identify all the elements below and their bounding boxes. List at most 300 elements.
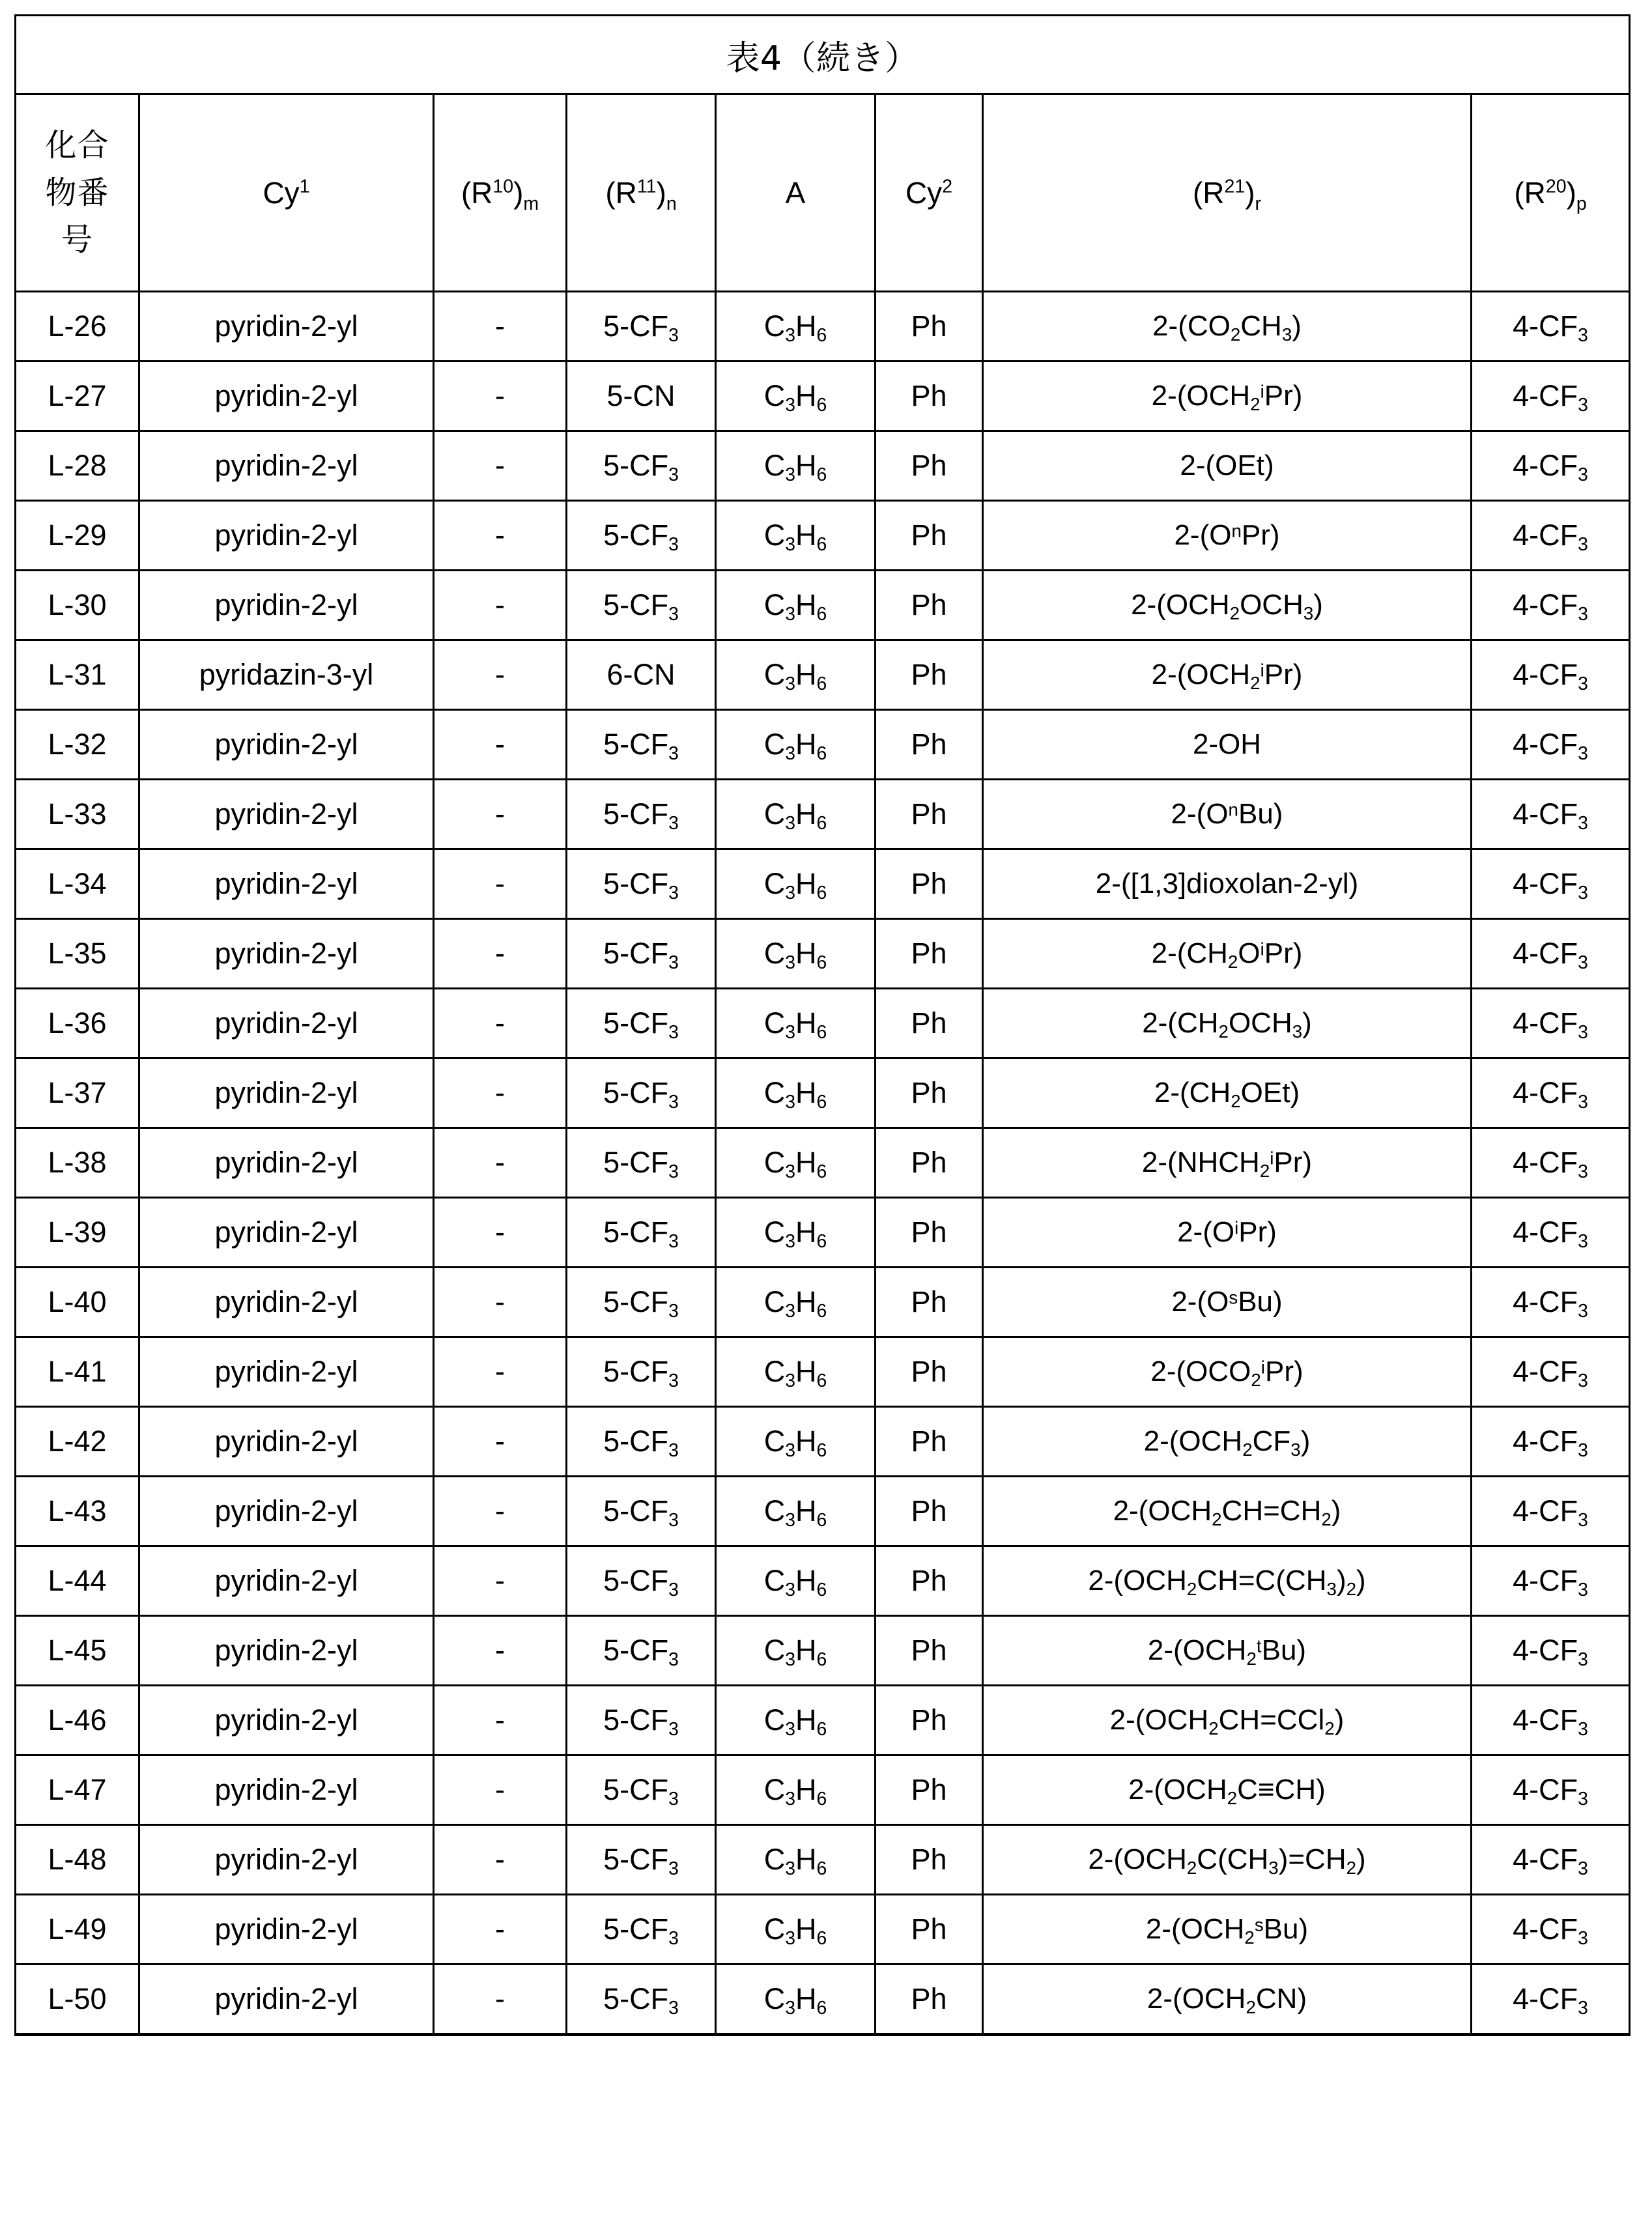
- cell-value-r10: -: [495, 379, 505, 412]
- cell-value-r11: $5-CF_3$: [603, 588, 679, 625]
- cell-cy2: [876, 571, 983, 640]
- cell-r21: [983, 1616, 1472, 1686]
- cell-value-r21: $2-(OCH_2C\equiv CH)$: [1128, 1774, 1326, 1808]
- cell-r21: [983, 292, 1472, 362]
- table-row: [16, 1616, 1630, 1686]
- cell-r21: [983, 989, 1472, 1058]
- cell-cy2: [876, 1755, 983, 1825]
- cell-r10: [434, 1407, 567, 1477]
- cell-cy1: [139, 1407, 434, 1477]
- cell-no: [16, 640, 139, 710]
- cell-cy1: [139, 1337, 434, 1407]
- cell-cy2: [876, 710, 983, 780]
- cell-r21: [983, 1895, 1472, 1965]
- cell-r21: [983, 431, 1472, 501]
- column-header-line: 物番: [45, 174, 109, 211]
- cell-value-no: L-42: [48, 1425, 107, 1458]
- cell-value-no: L-30: [48, 588, 107, 621]
- cell-value-r20: $4-CF_3$: [1513, 1215, 1588, 1252]
- cell-value-r10: -: [495, 588, 505, 621]
- cell-value-r20: $4-CF_3$: [1513, 1564, 1588, 1600]
- cell-r10: [434, 362, 567, 431]
- table-row: [16, 640, 1630, 710]
- column-header-label-a: A: [785, 176, 806, 210]
- cell-cy1: [139, 362, 434, 431]
- cell-value-r20: $4-CF_3$: [1513, 867, 1588, 903]
- cell-r11: [567, 1268, 716, 1337]
- cell-value-r11: $5-CF_3$: [603, 1355, 679, 1391]
- cell-value-cy2: Ph: [911, 1634, 947, 1667]
- cell-r11: [567, 1477, 716, 1546]
- cell-a: [716, 640, 876, 710]
- cell-cy2: [876, 362, 983, 431]
- cell-value-a: $C_3H_6$: [763, 1634, 827, 1670]
- cell-value-r11: $5-CF_3$: [603, 449, 679, 485]
- cell-a: [716, 571, 876, 640]
- cell-value-r20: $4-CF_3$: [1513, 1773, 1588, 1809]
- column-header-no: [16, 94, 139, 292]
- column-header-cy2: [876, 94, 983, 292]
- cell-value-r20: $4-CF_3$: [1513, 728, 1588, 764]
- cell-value-r21: $2-(CH_2OCH_3)$: [1142, 1007, 1312, 1042]
- cell-no: [16, 1616, 139, 1686]
- cell-a: [716, 1407, 876, 1477]
- cell-value-cy2: Ph: [911, 449, 947, 482]
- cell-value-r20: $4-CF_3$: [1513, 518, 1588, 555]
- cell-value-r11: $5-CF_3$: [603, 1215, 679, 1252]
- cell-value-r20: $4-CF_3$: [1513, 1634, 1588, 1670]
- cell-value-r20: $4-CF_3$: [1513, 1494, 1588, 1531]
- cell-cy2: [876, 1268, 983, 1337]
- table-body: [16, 16, 1630, 2035]
- cell-r20: [1472, 710, 1630, 780]
- cell-r21: [983, 362, 1472, 431]
- cell-value-cy1: pyridin-2-yl: [214, 728, 358, 761]
- cell-r20: [1472, 1546, 1630, 1616]
- cell-value-r10: -: [495, 1215, 505, 1249]
- cell-value-cy2: Ph: [911, 379, 947, 412]
- cell-cy1: [139, 1895, 434, 1965]
- cell-value-cy2: Ph: [911, 937, 947, 970]
- cell-cy1: [139, 780, 434, 849]
- cell-no: [16, 849, 139, 919]
- column-header-cy1: [139, 94, 434, 292]
- cell-value-r11: $5-CF_3$: [603, 1285, 679, 1322]
- cell-cy1: [139, 849, 434, 919]
- cell-value-r11: $5-CF_3$: [603, 309, 679, 346]
- cell-r11: [567, 1686, 716, 1755]
- cell-cy2: [876, 640, 983, 710]
- cell-r20: [1472, 1407, 1630, 1477]
- cell-r10: [434, 919, 567, 989]
- cell-r20: [1472, 431, 1630, 501]
- cell-cy2: [876, 1128, 983, 1198]
- cell-value-cy2: Ph: [911, 1912, 947, 1946]
- cell-value-r11: $5-CF_3$: [603, 1564, 679, 1600]
- cell-value-no: L-32: [48, 728, 107, 761]
- cell-value-r21: $2-(OCH_2OCH_3)$: [1131, 589, 1323, 623]
- cell-value-r10: -: [495, 1494, 505, 1527]
- cell-value-r21: $2-(O^nBu)$: [1171, 798, 1283, 830]
- cell-r11: [567, 571, 716, 640]
- cell-value-no: L-34: [48, 867, 107, 900]
- cell-value-cy2: Ph: [911, 1146, 947, 1179]
- cell-value-r21: $2-(O^sBu)$: [1171, 1286, 1283, 1318]
- cell-value-no: L-44: [48, 1564, 107, 1597]
- table-header-row: [16, 94, 1630, 292]
- cell-value-r20: $4-CF_3$: [1513, 588, 1588, 625]
- cell-r10: [434, 292, 567, 362]
- column-header-label-r10: $(R^{10})_m$: [461, 176, 539, 215]
- cell-value-r11: $5-CF_3$: [603, 1494, 679, 1531]
- cell-value-r11: $5-CF_3$: [603, 867, 679, 903]
- cell-cy2: [876, 1546, 983, 1616]
- cell-value-cy2: Ph: [911, 1564, 947, 1597]
- cell-no: [16, 571, 139, 640]
- cell-r11: [567, 1755, 716, 1825]
- cell-value-r21: $2-(CH_2O^iPr)$: [1151, 937, 1303, 972]
- cell-r10: [434, 1268, 567, 1337]
- cell-value-r21: $2-(OCH_2CH=CCl_2)$: [1109, 1704, 1345, 1738]
- cell-value-r10: -: [495, 1843, 505, 1876]
- cell-r10: [434, 780, 567, 849]
- cell-r10: [434, 571, 567, 640]
- cell-r10: [434, 1895, 567, 1965]
- cell-value-no: L-49: [48, 1912, 107, 1946]
- cell-value-cy2: Ph: [911, 588, 947, 621]
- cell-value-cy2: Ph: [911, 867, 947, 900]
- column-header-r10: [434, 94, 567, 292]
- cell-a: [716, 1686, 876, 1755]
- cell-value-cy1: pyridin-2-yl: [214, 1215, 358, 1249]
- cell-r10: [434, 1477, 567, 1546]
- cell-r21: [983, 1128, 1472, 1198]
- cell-value-a: $C_3H_6$: [763, 1146, 827, 1182]
- cell-value-cy1: pyridin-2-yl: [214, 1285, 358, 1318]
- cell-r21: [983, 1198, 1472, 1268]
- cell-value-r21: $2-(OCH_2CH=CH_2)$: [1113, 1495, 1341, 1529]
- table-row: [16, 710, 1630, 780]
- cell-r21: [983, 1058, 1472, 1128]
- cell-r11: [567, 431, 716, 501]
- cell-value-cy1: pyridin-2-yl: [214, 797, 358, 830]
- cell-value-r20: $4-CF_3$: [1513, 449, 1588, 485]
- cell-no: [16, 292, 139, 362]
- cell-r11: [567, 1546, 716, 1616]
- cell-value-no: L-41: [48, 1355, 107, 1388]
- cell-r11: [567, 640, 716, 710]
- column-header-r11: [567, 94, 716, 292]
- cell-r21: [983, 710, 1472, 780]
- cell-no: [16, 501, 139, 571]
- cell-r10: [434, 1058, 567, 1128]
- cell-cy2: [876, 1686, 983, 1755]
- cell-r21: [983, 919, 1472, 989]
- cell-r11: [567, 780, 716, 849]
- cell-r20: [1472, 501, 1630, 571]
- cell-r11: [567, 1965, 716, 2035]
- cell-r10: [434, 849, 567, 919]
- table-row: [16, 1128, 1630, 1198]
- table-row: [16, 1477, 1630, 1546]
- cell-r21: [983, 1965, 1472, 2035]
- cell-r10: [434, 1337, 567, 1407]
- cell-value-cy2: Ph: [911, 1773, 947, 1806]
- cell-r20: [1472, 919, 1630, 989]
- cell-value-cy1: pyridin-2-yl: [214, 1564, 358, 1597]
- cell-cy2: [876, 849, 983, 919]
- cell-cy1: [139, 640, 434, 710]
- cell-cy2: [876, 989, 983, 1058]
- cell-value-a: $C_3H_6$: [763, 937, 827, 973]
- cell-no: [16, 710, 139, 780]
- cell-r20: [1472, 640, 1630, 710]
- cell-cy2: [876, 919, 983, 989]
- cell-no: [16, 1686, 139, 1755]
- cell-r21: [983, 1407, 1472, 1477]
- cell-r20: [1472, 1825, 1630, 1895]
- cell-no: [16, 1965, 139, 2035]
- cell-value-a: $C_3H_6$: [763, 797, 827, 834]
- cell-value-cy2: Ph: [911, 1425, 947, 1458]
- cell-r11: [567, 1616, 716, 1686]
- cell-r20: [1472, 989, 1630, 1058]
- cell-value-cy1: pyridin-2-yl: [214, 1703, 358, 1737]
- cell-value-r20: $4-CF_3$: [1513, 1355, 1588, 1391]
- cell-r11: [567, 1337, 716, 1407]
- column-header-line: 号: [61, 221, 93, 259]
- cell-value-no: L-36: [48, 1006, 107, 1040]
- cell-value-r11: $5-CF_3$: [603, 1982, 679, 2019]
- cell-no: [16, 1407, 139, 1477]
- cell-value-cy2: Ph: [911, 518, 947, 552]
- cell-value-no: L-43: [48, 1494, 107, 1527]
- cell-value-r10: -: [495, 1634, 505, 1667]
- cell-value-r11: $5-CF_3$: [603, 1006, 679, 1043]
- cell-a: [716, 1825, 876, 1895]
- cell-value-cy1: pyridin-2-yl: [214, 1634, 358, 1667]
- cell-r11: [567, 1128, 716, 1198]
- cell-r20: [1472, 1268, 1630, 1337]
- cell-value-a: $C_3H_6$: [763, 309, 827, 346]
- cell-r10: [434, 431, 567, 501]
- cell-r21: [983, 780, 1472, 849]
- cell-a: [716, 501, 876, 571]
- cell-r21: [983, 1546, 1472, 1616]
- cell-value-r11: $5-CF_3$: [603, 518, 679, 555]
- cell-value-r11: $5-CF_3$: [603, 1912, 679, 1949]
- cell-value-r10: -: [495, 1773, 505, 1806]
- table-row: [16, 849, 1630, 919]
- cell-value-cy2: Ph: [911, 1843, 947, 1876]
- cell-r10: [434, 1825, 567, 1895]
- cell-value-r10: -: [495, 867, 505, 900]
- table-row: [16, 292, 1630, 362]
- cell-no: [16, 431, 139, 501]
- cell-value-r21: 2-(OEt): [1180, 449, 1274, 481]
- cell-value-no: L-31: [48, 658, 107, 691]
- column-header-a: [716, 94, 876, 292]
- cell-r10: [434, 1546, 567, 1616]
- cell-value-a: $C_3H_6$: [763, 1912, 827, 1949]
- cell-r20: [1472, 1128, 1630, 1198]
- cell-value-r21: $2-(OCH_2CH=C(CH_3)_2)$: [1088, 1565, 1366, 1599]
- cell-no: [16, 989, 139, 1058]
- table-row: [16, 1965, 1630, 2035]
- cell-value-r11: 5-CN: [606, 379, 676, 412]
- cell-cy1: [139, 292, 434, 362]
- table-row: [16, 1268, 1630, 1337]
- cell-value-a: $C_3H_6$: [763, 867, 827, 903]
- cell-no: [16, 1477, 139, 1546]
- cell-cy1: [139, 1198, 434, 1268]
- table-row: [16, 1058, 1630, 1128]
- cell-a: [716, 292, 876, 362]
- cell-no: [16, 919, 139, 989]
- cell-value-cy2: Ph: [911, 658, 947, 691]
- cell-value-r10: -: [495, 1912, 505, 1946]
- cell-value-no: L-39: [48, 1215, 107, 1249]
- cell-a: [716, 362, 876, 431]
- cell-value-cy1: pyridin-2-yl: [214, 449, 358, 482]
- cell-value-cy1: pyridin-2-yl: [214, 1843, 358, 1876]
- cell-value-r20: $4-CF_3$: [1513, 658, 1588, 694]
- table-row: [16, 1546, 1630, 1616]
- cell-a: [716, 1755, 876, 1825]
- cell-value-r21: $2-(OCH_2^sBu)$: [1145, 1913, 1309, 1948]
- table-row: [16, 362, 1630, 431]
- table-row: [16, 1337, 1630, 1407]
- cell-a: [716, 780, 876, 849]
- cell-r11: [567, 1895, 716, 1965]
- cell-a: [716, 919, 876, 989]
- cell-a: [716, 1895, 876, 1965]
- cell-value-cy2: Ph: [911, 1285, 947, 1318]
- cell-cy2: [876, 1616, 983, 1686]
- cell-value-r21: $2-(OCH_2C(CH_3)=CH_2)$: [1088, 1843, 1366, 1878]
- cell-value-r11: $5-CF_3$: [603, 937, 679, 973]
- cell-r20: [1472, 780, 1630, 849]
- cell-no: [16, 362, 139, 431]
- cell-value-a: $C_3H_6$: [763, 1355, 827, 1391]
- cell-value-r10: -: [495, 309, 505, 343]
- cell-value-r11: $5-CF_3$: [603, 797, 679, 834]
- table-row: [16, 1407, 1630, 1477]
- cell-value-no: L-47: [48, 1773, 107, 1806]
- table-row: [16, 1686, 1630, 1755]
- cell-cy1: [139, 919, 434, 989]
- cell-r20: [1472, 1616, 1630, 1686]
- cell-value-a: $C_3H_6$: [763, 1494, 827, 1531]
- cell-cy1: [139, 1128, 434, 1198]
- cell-r20: [1472, 1337, 1630, 1407]
- cell-r20: [1472, 849, 1630, 919]
- cell-value-no: L-27: [48, 379, 107, 412]
- cell-value-no: L-33: [48, 797, 107, 830]
- cell-value-no: L-26: [48, 309, 107, 343]
- cell-cy1: [139, 1268, 434, 1337]
- cell-r11: [567, 1198, 716, 1268]
- cell-value-r21: $2-(O^iPr)$: [1177, 1216, 1277, 1248]
- cell-value-r10: -: [495, 1425, 505, 1458]
- cell-value-cy1: pyridin-2-yl: [214, 1146, 358, 1179]
- cell-value-r20: $4-CF_3$: [1513, 1982, 1588, 2019]
- cell-r10: [434, 640, 567, 710]
- cell-no: [16, 1058, 139, 1128]
- cell-cy1: [139, 571, 434, 640]
- cell-cy2: [876, 1825, 983, 1895]
- cell-value-r10: -: [495, 449, 505, 482]
- table-row: [16, 989, 1630, 1058]
- cell-r21: [983, 1268, 1472, 1337]
- cell-cy2: [876, 1477, 983, 1546]
- cell-r20: [1472, 1686, 1630, 1755]
- cell-a: [716, 710, 876, 780]
- cell-value-cy2: Ph: [911, 1006, 947, 1040]
- cell-value-a: $C_3H_6$: [763, 1982, 827, 2019]
- cell-r11: [567, 1407, 716, 1477]
- cell-no: [16, 1128, 139, 1198]
- cell-r21: [983, 1337, 1472, 1407]
- cell-cy2: [876, 1337, 983, 1407]
- cell-value-cy2: Ph: [911, 797, 947, 830]
- table-row: [16, 780, 1630, 849]
- cell-value-r20: $4-CF_3$: [1513, 1843, 1588, 1879]
- cell-value-a: $C_3H_6$: [763, 1215, 827, 1252]
- cell-value-r10: -: [495, 1006, 505, 1040]
- cell-a: [716, 431, 876, 501]
- cell-a: [716, 1128, 876, 1198]
- cell-value-a: $C_3H_6$: [763, 1285, 827, 1322]
- cell-value-r10: -: [495, 1285, 505, 1318]
- column-header-label-cy1: Cy$^1$: [263, 176, 310, 210]
- cell-cy1: [139, 710, 434, 780]
- cell-value-r21: $2-(OCH_2^tBu)$: [1147, 1634, 1307, 1669]
- cell-value-no: L-35: [48, 937, 107, 970]
- cell-value-cy1: pyridin-2-yl: [214, 1355, 358, 1388]
- table-title: 表4（続き）: [16, 16, 1630, 94]
- cell-cy1: [139, 1058, 434, 1128]
- cell-r20: [1472, 1198, 1630, 1268]
- cell-value-a: $C_3H_6$: [763, 1564, 827, 1600]
- cell-cy2: [876, 1895, 983, 1965]
- cell-a: [716, 849, 876, 919]
- cell-value-r20: $4-CF_3$: [1513, 1703, 1588, 1740]
- cell-value-a: $C_3H_6$: [763, 518, 827, 555]
- cell-value-cy2: Ph: [911, 1076, 947, 1109]
- table-title-row: [16, 16, 1630, 94]
- cell-cy2: [876, 780, 983, 849]
- cell-value-a: $C_3H_6$: [763, 1703, 827, 1740]
- cell-no: [16, 1546, 139, 1616]
- cell-value-a: $C_3H_6$: [763, 379, 827, 416]
- cell-r11: [567, 989, 716, 1058]
- cell-a: [716, 989, 876, 1058]
- cell-value-r20: $4-CF_3$: [1513, 937, 1588, 973]
- cell-value-r20: $4-CF_3$: [1513, 1146, 1588, 1182]
- cell-value-no: L-28: [48, 449, 107, 482]
- cell-value-r21: $2-(CO_2CH_3)$: [1152, 310, 1302, 345]
- cell-value-a: $C_3H_6$: [763, 1843, 827, 1879]
- cell-cy2: [876, 431, 983, 501]
- cell-value-r21: $2-(CH_2OEt)$: [1154, 1077, 1300, 1111]
- cell-cy2: [876, 1058, 983, 1128]
- cell-no: [16, 1268, 139, 1337]
- cell-value-cy1: pyridin-2-yl: [214, 867, 358, 900]
- cell-r20: [1472, 1755, 1630, 1825]
- cell-r21: [983, 1825, 1472, 1895]
- cell-r10: [434, 1755, 567, 1825]
